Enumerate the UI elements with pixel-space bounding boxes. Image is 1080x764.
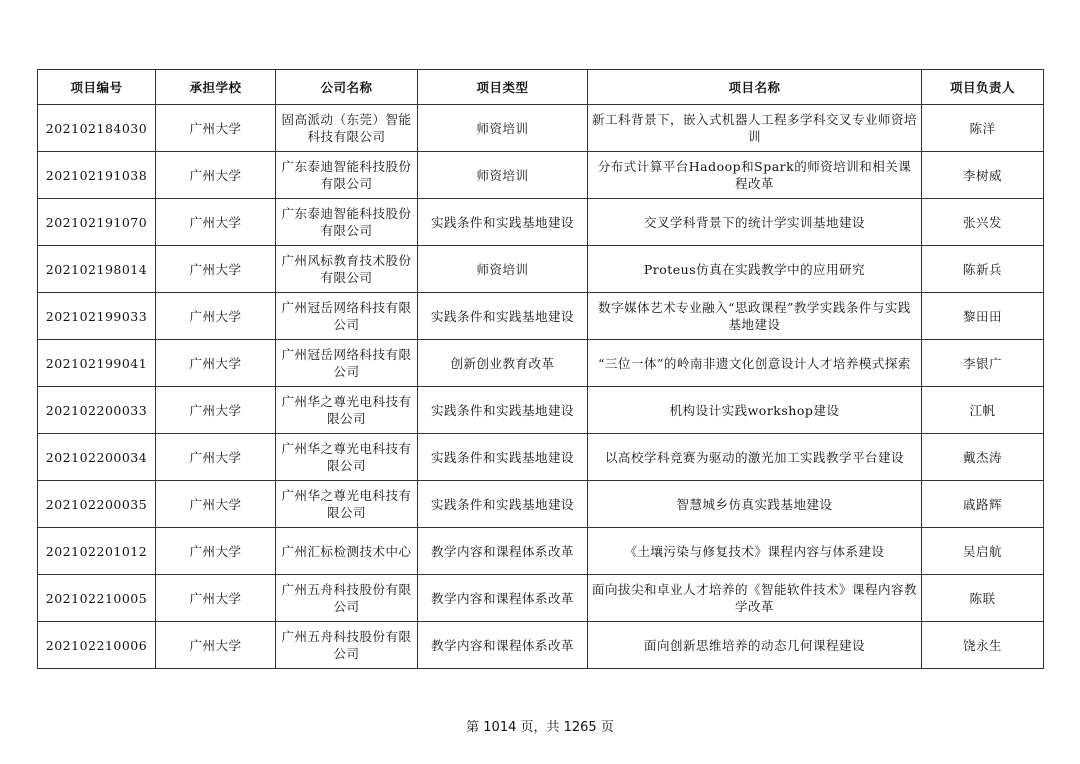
cell-project-lead: 张兴发 — [922, 199, 1044, 246]
cell-project-id: 202102198014 — [38, 246, 156, 293]
cell-project-lead: 黎田田 — [922, 293, 1044, 340]
table-row — [38, 528, 1044, 575]
table-row — [38, 481, 1044, 528]
cell-project-type: 实践条件和实践基地建设 — [418, 199, 588, 246]
header-school: 承担学校 — [156, 70, 276, 105]
table-header — [38, 70, 1044, 105]
cell-project-name: 智慧城乡仿真实践基地建设 — [588, 481, 922, 528]
cell-company: 广州华之尊光电科技有限公司 — [276, 434, 418, 481]
cell-project-type: 创新创业教育改革 — [418, 340, 588, 387]
cell-school: 广州大学 — [156, 340, 276, 387]
cell-project-id: 202102200033 — [38, 387, 156, 434]
cell-project-id: 202102199033 — [38, 293, 156, 340]
header-project-id: 项目编号 — [38, 70, 156, 105]
header-project-lead: 项目负责人 — [922, 70, 1044, 105]
cell-project-lead: 陈新兵 — [922, 246, 1044, 293]
cell-project-id: 202102191038 — [38, 152, 156, 199]
table-row — [38, 293, 1044, 340]
cell-project-lead: 李银广 — [922, 340, 1044, 387]
cell-project-lead: 戚路辉 — [922, 481, 1044, 528]
cell-project-type: 实践条件和实践基地建设 — [418, 387, 588, 434]
cell-project-name: 机构设计实践workshop建设 — [588, 387, 922, 434]
cell-project-name: “三位一体”的岭南非遗文化创意设计人才培养模式探索 — [588, 340, 922, 387]
cell-project-type: 实践条件和实践基地建设 — [418, 481, 588, 528]
cell-school: 广州大学 — [156, 105, 276, 152]
table-body — [38, 105, 1044, 669]
cell-project-name: 数字媒体艺术专业融入“思政课程”教学实践条件与实践基地建设 — [588, 293, 922, 340]
cell-project-id: 202102201012 — [38, 528, 156, 575]
cell-company: 广州华之尊光电科技有限公司 — [276, 481, 418, 528]
cell-company: 广州五舟科技股份有限公司 — [276, 622, 418, 669]
cell-company: 广州风标教育技术股份有限公司 — [276, 246, 418, 293]
cell-project-type: 实践条件和实践基地建设 — [418, 293, 588, 340]
cell-project-type: 教学内容和课程体系改革 — [418, 528, 588, 575]
cell-project-name: 面向创新思维培养的动态几何课程建设 — [588, 622, 922, 669]
cell-company: 广州冠岳网络科技有限公司 — [276, 293, 418, 340]
cell-project-name: 《土壤污染与修复技术》课程内容与体系建设 — [588, 528, 922, 575]
table-row — [38, 152, 1044, 199]
cell-school: 广州大学 — [156, 152, 276, 199]
cell-company: 广州五舟科技股份有限公司 — [276, 575, 418, 622]
cell-project-type: 教学内容和课程体系改革 — [418, 622, 588, 669]
cell-project-lead: 李树威 — [922, 152, 1044, 199]
cell-project-lead: 陈联 — [922, 575, 1044, 622]
table-row — [38, 387, 1044, 434]
cell-project-name: Proteus仿真在实践教学中的应用研究 — [588, 246, 922, 293]
table-row — [38, 246, 1044, 293]
table-row — [38, 340, 1044, 387]
cell-company: 固高派动（东莞）智能科技有限公司 — [276, 105, 418, 152]
header-row — [38, 70, 1044, 105]
header-project-name: 项目名称 — [588, 70, 922, 105]
cell-school: 广州大学 — [156, 293, 276, 340]
header-company: 公司名称 — [276, 70, 418, 105]
cell-school: 广州大学 — [156, 246, 276, 293]
cell-project-type: 实践条件和实践基地建设 — [418, 434, 588, 481]
cell-school: 广州大学 — [156, 481, 276, 528]
cell-school: 广州大学 — [156, 387, 276, 434]
header-project-type: 项目类型 — [418, 70, 588, 105]
cell-project-lead: 吴启航 — [922, 528, 1044, 575]
cell-project-name: 新工科背景下，嵌入式机器人工程多学科交叉专业师资培训 — [588, 105, 922, 152]
cell-project-id: 202102210006 — [38, 622, 156, 669]
table-row — [38, 434, 1044, 481]
table-row — [38, 105, 1044, 152]
cell-project-id: 202102210005 — [38, 575, 156, 622]
table-row — [38, 575, 1044, 622]
cell-project-type: 师资培训 — [418, 246, 588, 293]
cell-project-name: 以高校学科竞赛为驱动的激光加工实践教学平台建设 — [588, 434, 922, 481]
cell-company: 广东泰迪智能科技股份有限公司 — [276, 199, 418, 246]
cell-school: 广州大学 — [156, 622, 276, 669]
cell-project-id: 202102199041 — [38, 340, 156, 387]
cell-school: 广州大学 — [156, 434, 276, 481]
cell-project-name: 交叉学科背景下的统计学实训基地建设 — [588, 199, 922, 246]
cell-project-name: 面向拔尖和卓业人才培养的《智能软件技术》课程内容教学改革 — [588, 575, 922, 622]
cell-project-type: 师资培训 — [418, 105, 588, 152]
cell-company: 广东泰迪智能科技股份有限公司 — [276, 152, 418, 199]
cell-project-lead: 戴杰涛 — [922, 434, 1044, 481]
table-row — [38, 199, 1044, 246]
cell-company: 广州华之尊光电科技有限公司 — [276, 387, 418, 434]
cell-project-name: 分布式计算平台Hadoop和Spark的师资培训和相关课程改革 — [588, 152, 922, 199]
cell-project-lead: 陈洋 — [922, 105, 1044, 152]
page-number: 第 1014 页，共 1265 页 — [466, 720, 614, 735]
cell-project-type: 师资培训 — [418, 152, 588, 199]
cell-company: 广州汇标检测技术中心 — [276, 528, 418, 575]
project-table — [37, 69, 1044, 669]
table-row — [38, 622, 1044, 669]
cell-project-id: 202102200034 — [38, 434, 156, 481]
cell-school: 广州大学 — [156, 575, 276, 622]
cell-company: 广州冠岳网络科技有限公司 — [276, 340, 418, 387]
cell-project-type: 教学内容和课程体系改革 — [418, 575, 588, 622]
cell-project-lead: 饶永生 — [922, 622, 1044, 669]
cell-school: 广州大学 — [156, 199, 276, 246]
cell-project-id: 202102191070 — [38, 199, 156, 246]
cell-school: 广州大学 — [156, 528, 276, 575]
cell-project-id: 202102200035 — [38, 481, 156, 528]
cell-project-lead: 江帆 — [922, 387, 1044, 434]
cell-project-id: 202102184030 — [38, 105, 156, 152]
